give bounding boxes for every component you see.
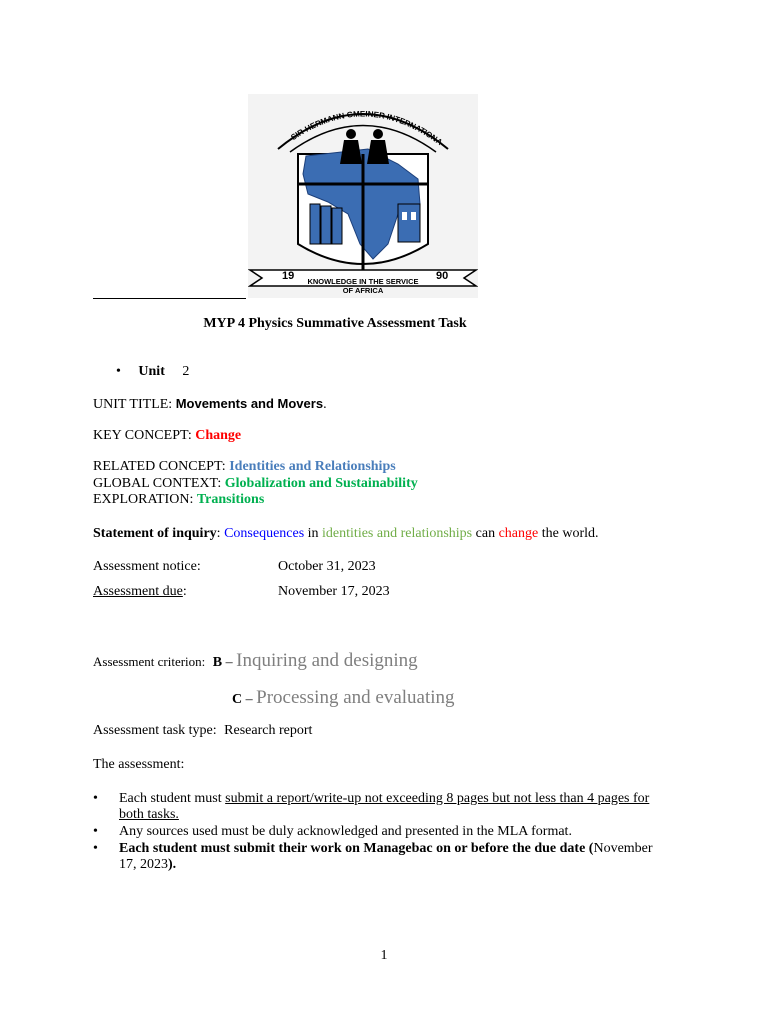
criterion-b-line: Assessment criterion: B – Inquiring and designing xyxy=(93,650,418,671)
assessment-due-value: November 17, 2023 xyxy=(278,584,390,599)
inquiry-word-consequences: Consequences xyxy=(224,526,305,541)
task-type-line xyxy=(93,723,312,739)
list-item: • Any sources used must be duly acknowledged and presented in the MLA format. xyxy=(93,824,663,840)
school-crest-emblem xyxy=(248,94,478,298)
unit-title-line: UNIT TITLE: Movements and Movers. xyxy=(93,396,327,412)
list-item: • Each student must submit a report/write-up not exceeding 8 pages but not less than 4 pages for both tasks. xyxy=(93,791,663,823)
logo-motto-line1: KNOWLEDGE IN THE SERVICE xyxy=(307,277,419,286)
key-concept-label: KEY CONCEPT: xyxy=(93,428,192,443)
page-number: 1 xyxy=(380,948,388,963)
criterion-c-line: C – Processing and evaluating xyxy=(232,687,455,708)
document-title: MYP 4 Physics Summative Assessment Task xyxy=(203,316,467,331)
header-rule xyxy=(93,298,246,299)
unit-title-label: UNIT TITLE: xyxy=(93,397,173,412)
criterion-b-letter: B xyxy=(212,655,223,670)
global-context-value: Globalization and Sustainability xyxy=(224,476,418,491)
assessment-notice-value: October 31, 2023 xyxy=(278,559,376,574)
unit-label: Unit xyxy=(138,364,165,379)
logo-motto-line2: OF AFRICA xyxy=(342,286,384,295)
logo-year-right: 90 xyxy=(436,270,449,282)
logo-year-left: 19 xyxy=(282,270,295,282)
exploration-label: EXPLORATION: xyxy=(93,492,194,507)
assessment-heading: The assessment: xyxy=(93,757,185,772)
related-concept-label: RELATED CONCEPT: xyxy=(93,459,226,474)
key-concept-value: Change xyxy=(195,428,242,443)
criterion-b-text: Inquiring and designing xyxy=(236,650,418,671)
task-type-value: Research report xyxy=(224,723,313,738)
assessment-requirements-list xyxy=(93,791,663,873)
inquiry-label: Statement of inquiry xyxy=(93,526,217,541)
global-context-label: GLOBAL CONTEXT: xyxy=(93,476,222,491)
report-length-requirement: submit a report/write-up not exceeding 8 pages but not less than 4 pages for both tasks. xyxy=(119,791,650,822)
unit-line xyxy=(116,364,189,380)
task-type-label: Assessment task type: xyxy=(93,723,217,738)
assessment-notice-label: Assessment notice: xyxy=(93,559,201,574)
exploration-line xyxy=(93,492,264,508)
unit-title-value: Movements and Movers xyxy=(175,396,324,411)
criterion-label: Assessment criterion: xyxy=(93,654,206,669)
criterion-c-text: Processing and evaluating xyxy=(256,687,455,708)
key-concept-line xyxy=(93,428,241,444)
related-concept-value: Identities and Relationships xyxy=(229,459,396,474)
list-item: • Each student must submit their work on Managebac on or before the due date (November 17, 2023). xyxy=(93,841,663,873)
due-date-inline: November 17, 2023 xyxy=(119,841,653,872)
logo-arc-text: SIR-HERMANN GMEINER INTERNATIONA xyxy=(289,109,445,148)
global-context-line xyxy=(93,476,418,492)
assessment-due-label-wrap: Assessment due: xyxy=(93,584,187,599)
related-concept-line xyxy=(93,459,396,475)
statement-of-inquiry: Statement of inquiry: Consequences in identities and relationships can change the world. xyxy=(93,526,599,541)
criterion-c-letter: C xyxy=(232,692,243,707)
inquiry-word-identities: identities and relationships xyxy=(322,526,473,541)
assessment-due-label: Assessment due xyxy=(93,584,183,599)
exploration-value: Transitions xyxy=(196,492,265,507)
bullet-dot: • xyxy=(116,364,121,379)
school-logo xyxy=(248,94,478,298)
inquiry-word-change: change xyxy=(498,526,539,541)
unit-value: 2 xyxy=(182,364,190,379)
